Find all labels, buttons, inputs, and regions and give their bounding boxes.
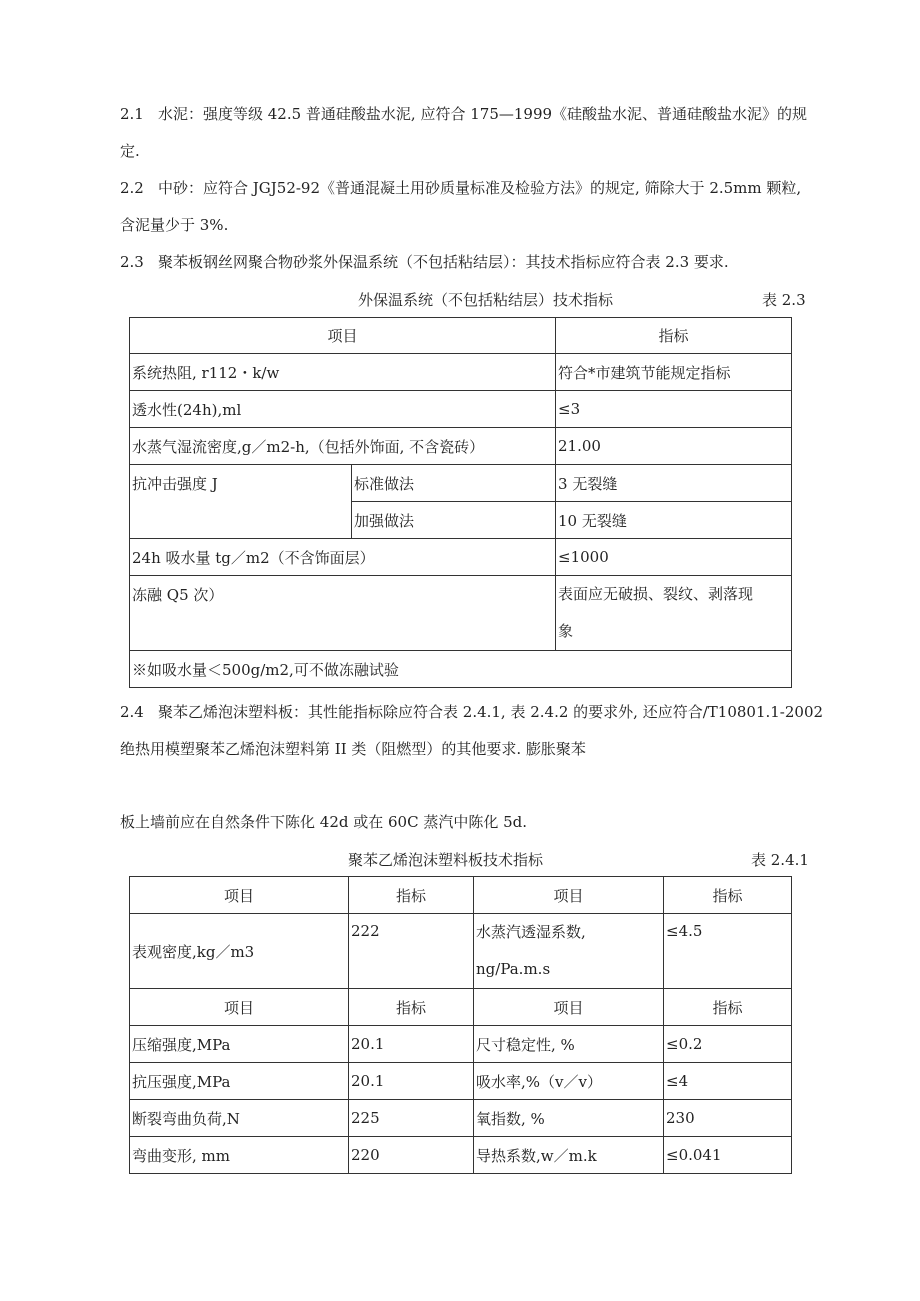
table-note-row bbox=[130, 651, 792, 688]
header-indicator: 指标 bbox=[349, 989, 474, 1026]
section-number: 2.1 bbox=[120, 105, 144, 123]
section-number: 2.3 bbox=[120, 253, 144, 271]
row-value: 20.1 bbox=[349, 1063, 474, 1100]
row-value: ≤1000 bbox=[556, 539, 792, 576]
table-row bbox=[130, 354, 792, 391]
table-row bbox=[130, 576, 792, 651]
row-value: ≤0.041 bbox=[664, 1137, 792, 1174]
row-value: 230 bbox=[664, 1100, 792, 1137]
row-item: 抗压强度,MPa bbox=[130, 1063, 349, 1100]
table-row bbox=[130, 391, 792, 428]
section-number: 2.2 bbox=[120, 179, 144, 197]
row-item bbox=[474, 914, 664, 989]
paragraph-continuation-2: 板上墙前应在自然条件下陈化 42d 或在 60C 蒸汽中陈化 5d. bbox=[120, 813, 528, 831]
section-number: 2.4 bbox=[120, 703, 144, 721]
row-item: 氧指数, % bbox=[474, 1100, 664, 1137]
table-row bbox=[130, 1100, 792, 1137]
paragraph-continuation: 含泥量少于 3%. bbox=[120, 216, 229, 234]
row-item: 系统热阻, r112・k/w bbox=[130, 354, 556, 391]
item-line: 水蒸汽透湿系数, bbox=[476, 923, 586, 941]
table-2-4-1-caption: 聚苯乙烯泡沫塑料板技术指标 bbox=[348, 851, 544, 869]
paragraph-continuation: 绝热用模塑聚苯乙烯泡沫塑料第 II 类（阻燃型）的其他要求. 膨胀聚苯 bbox=[120, 740, 586, 758]
row-value: 符合*市建筑节能规定指标 bbox=[556, 354, 792, 391]
paragraph-2-3 bbox=[120, 244, 800, 281]
row-item: 吸水率,%（v／v） bbox=[474, 1063, 664, 1100]
paragraph-2-4 bbox=[120, 694, 824, 768]
row-value: 21.00 bbox=[556, 428, 792, 465]
row-item: 透水性(24h),ml bbox=[130, 391, 556, 428]
row-item: 压缩强度,MPa bbox=[130, 1026, 349, 1063]
row-value: 225 bbox=[349, 1100, 474, 1137]
row-value: ≤4 bbox=[664, 1063, 792, 1100]
paragraph-text: 聚苯乙烯泡沫塑料板：其性能指标除应符合表 2.4.1, 表 2.4.2 的要求外, 还应符合/T10801.1-2002 bbox=[158, 703, 824, 721]
impact-method: 标准做法 bbox=[352, 465, 556, 502]
row-value: ≤4.5 bbox=[664, 914, 792, 989]
row-item: 水蒸气湿流密度,g／m2-h,（包括外饰面, 不含瓷砖） bbox=[130, 428, 556, 465]
header-item: 项目 bbox=[130, 989, 349, 1026]
header-indicator: 指标 bbox=[349, 877, 474, 914]
impact-value: 10 无裂缝 bbox=[556, 502, 792, 539]
table-row bbox=[130, 1137, 792, 1174]
row-item: 导热系数,w／m.k bbox=[474, 1137, 664, 1174]
table-2-3 bbox=[129, 317, 792, 688]
paragraph-text: 中砂：应符合 JGJ52-92《普通混凝土用砂质量标准及检验方法》的规定, 筛除大于 2.5mm 颗粒, bbox=[158, 179, 802, 197]
header-indicator: 指标 bbox=[556, 318, 792, 354]
table-2-3-label: 表 2.3 bbox=[762, 291, 806, 309]
paragraph-2-1 bbox=[120, 96, 808, 170]
row-item: 弯曲变形, mm bbox=[130, 1137, 349, 1174]
paragraph-continuation: 定. bbox=[120, 142, 140, 160]
row-item: 断裂弯曲负荷,N bbox=[130, 1100, 349, 1137]
paragraph-text: 聚苯板钢丝网聚合物砂浆外保温系统（不包括粘结层）：其技术指标应符合表 2.3 要求. bbox=[158, 253, 729, 271]
table-row bbox=[130, 1063, 792, 1100]
row-item: 尺寸稳定性, % bbox=[474, 1026, 664, 1063]
table-row bbox=[130, 1026, 792, 1063]
header-item: 项目 bbox=[474, 989, 664, 1026]
header-item: 项目 bbox=[130, 877, 349, 914]
row-value: ≤0.2 bbox=[664, 1026, 792, 1063]
table-2-4-1 bbox=[129, 876, 792, 1174]
impact-strength-label: 抗冲击强度 J bbox=[130, 465, 352, 539]
row-value: ≤3 bbox=[556, 391, 792, 428]
row-item: 表观密度,kg／m3 bbox=[130, 914, 349, 989]
row-item: 24h 吸水量 tg／m2（不含饰面层） bbox=[130, 539, 556, 576]
table-row bbox=[130, 465, 792, 502]
freeze-value-line: 象 bbox=[558, 622, 574, 640]
table-2-3-caption: 外保温系统（不包括粘结层）技术指标 bbox=[358, 291, 614, 309]
table-row bbox=[130, 914, 792, 989]
table-row bbox=[130, 539, 792, 576]
row-value: 220 bbox=[349, 1137, 474, 1174]
table-header-row bbox=[130, 989, 792, 1026]
row-value: 222 bbox=[349, 914, 474, 989]
row-value: 20.1 bbox=[349, 1026, 474, 1063]
paragraph-2-2 bbox=[120, 170, 800, 244]
row-item: 冻融 Q5 次） bbox=[130, 576, 556, 651]
freeze-value-line: 表面应无破损、裂纹、剥落现 bbox=[558, 585, 754, 603]
header-indicator: 指标 bbox=[664, 877, 792, 914]
table-header-row bbox=[130, 318, 792, 354]
impact-method: 加强做法 bbox=[352, 502, 556, 539]
row-value bbox=[556, 576, 792, 651]
header-item: 项目 bbox=[130, 318, 556, 354]
paragraph-text: 水泥：强度等级 42.5 普通硅酸盐水泥, 应符合 175—1999《硅酸盐水泥、普通硅酸盐水泥》的规 bbox=[158, 105, 808, 123]
table-2-4-1-label: 表 2.4.1 bbox=[751, 851, 809, 869]
header-item: 项目 bbox=[474, 877, 664, 914]
header-indicator: 指标 bbox=[664, 989, 792, 1026]
item-line: ng/Pa.m.s bbox=[476, 960, 551, 978]
impact-value: 3 无裂缝 bbox=[556, 465, 792, 502]
table-note: ※如吸水量＜500g/m2,可不做冻融试验 bbox=[130, 651, 792, 688]
table-row bbox=[130, 428, 792, 465]
table-header-row bbox=[130, 877, 792, 914]
